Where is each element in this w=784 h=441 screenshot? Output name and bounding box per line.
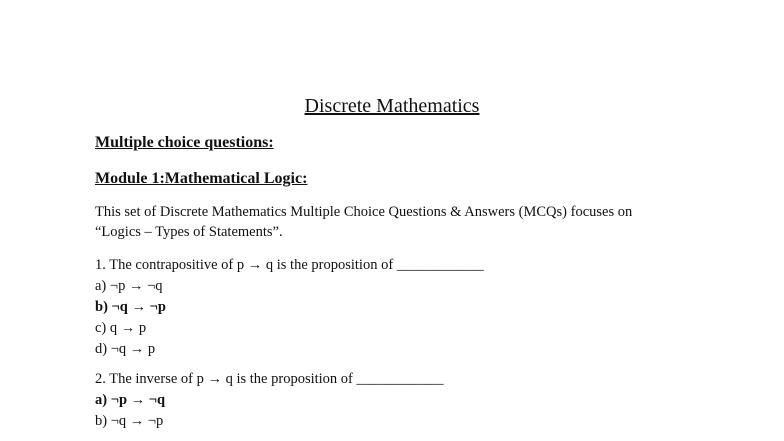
- answer-option-correct: b) ¬q → ¬p: [95, 299, 166, 315]
- question-text: 1. The contrapositive of p → q is the proposition of ____________: [95, 257, 484, 273]
- question-text: 2. The inverse of p → q is the proposition of ____________: [95, 371, 444, 387]
- intro-line: “Logics – Types of Statements”.: [95, 224, 283, 240]
- intro-paragraph: [95, 202, 715, 242]
- document-title: Discrete Mathematics: [304, 95, 480, 117]
- module-heading: Module 1:Mathematical Logic:: [95, 170, 308, 187]
- section-heading: Multiple choice questions:: [95, 134, 274, 151]
- intro-line: This set of Discrete Mathematics Multiple Choice Questions & Answers (MCQs) focuses on: [95, 204, 633, 220]
- answer-option: a) ¬p → ¬q: [95, 278, 163, 294]
- answer-option: d) ¬q → p: [95, 341, 156, 357]
- answer-option-correct: a) ¬p → ¬q: [95, 392, 166, 408]
- answer-option: b) ¬q → ¬p: [95, 413, 164, 429]
- answer-option: c) q → p: [95, 320, 147, 336]
